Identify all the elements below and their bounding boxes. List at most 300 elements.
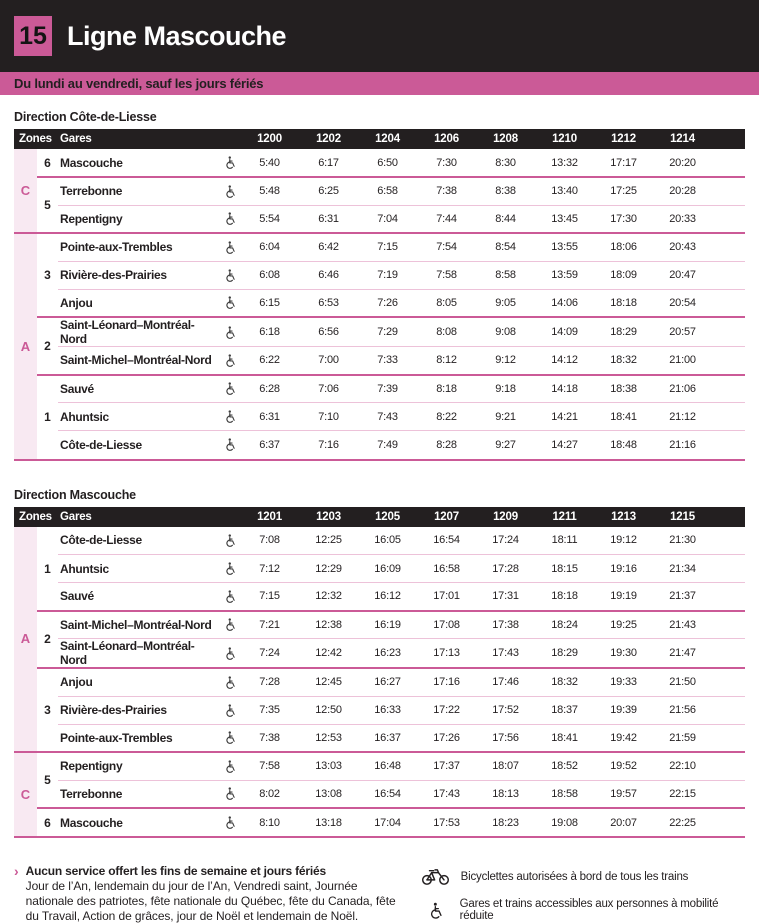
- departure-time: 6:17: [318, 156, 339, 169]
- zone-number: [37, 583, 58, 611]
- station-row: [14, 696, 745, 724]
- departure-time: 7:54: [417, 233, 476, 261]
- departure-time: 6:08: [240, 261, 299, 289]
- departure-time: 18:52: [535, 752, 594, 780]
- departure-time: 21:50: [653, 668, 712, 696]
- departure-time: 12:50: [299, 696, 358, 724]
- wheelchair-icon: [218, 668, 240, 696]
- station-row: [14, 149, 745, 177]
- zones-header: Zones: [14, 507, 58, 527]
- departure-time: 8:58: [476, 261, 535, 289]
- departure-time: 17:53: [417, 808, 476, 836]
- row-filler: [712, 668, 745, 696]
- departure-time: 6:15: [240, 289, 299, 317]
- row-filler: [712, 611, 745, 639]
- zone-number: 2: [37, 611, 58, 669]
- table-header-row: [14, 129, 745, 149]
- departure-time: 22:25: [653, 808, 712, 836]
- departure-time: 7:08: [259, 534, 280, 547]
- station-row: [14, 289, 745, 317]
- departure-time: 19:30: [594, 639, 653, 669]
- wheelchair-icon: [218, 808, 240, 836]
- train-number: 1215: [653, 507, 712, 527]
- wheelchair-icon: [218, 780, 240, 808]
- departure-time: 7:26: [358, 289, 417, 317]
- train-number: 1204: [358, 129, 417, 149]
- departure-time: 21:59: [653, 724, 712, 752]
- departure-time: 18:41: [535, 724, 594, 752]
- departure-time: 20:57: [653, 317, 712, 347]
- no-service-note: [14, 864, 403, 924]
- wheelchair-icon: [218, 639, 240, 669]
- departure-time: 18:29: [535, 639, 594, 669]
- station-name: Côte-de-Liesse: [60, 533, 142, 548]
- zone-number: 5: [37, 752, 58, 808]
- chevron-icon: ›: [14, 863, 19, 879]
- station-row: [14, 780, 745, 808]
- row-filler: [712, 752, 745, 780]
- departure-time: 6:58: [358, 177, 417, 205]
- departure-time: 9:05: [476, 289, 535, 317]
- departure-time: 20:20: [669, 156, 696, 169]
- row-filler: [712, 375, 745, 403]
- departure-time: 14:21: [535, 403, 594, 431]
- schedule-table: [14, 507, 745, 837]
- station-name: Sauvé: [58, 375, 218, 403]
- wheelchair-icon: [218, 724, 240, 752]
- train-number: 1214: [653, 129, 712, 149]
- train-number: 1202: [299, 129, 358, 149]
- departure-time: 7:58: [417, 261, 476, 289]
- departure-time: 7:10: [299, 403, 358, 431]
- departure-time: 18:09: [594, 261, 653, 289]
- departure-time: 16:48: [358, 752, 417, 780]
- departure-time: 14:06: [535, 289, 594, 317]
- departure-time: 17:31: [476, 583, 535, 611]
- departure-time: 16:54: [433, 534, 460, 547]
- station-row: [14, 668, 745, 696]
- departure-time: 14:18: [535, 375, 594, 403]
- departure-time: 18:48: [594, 431, 653, 459]
- departure-time: 14:27: [535, 431, 594, 459]
- schedule-table: [14, 129, 745, 459]
- departure-time: 20:33: [653, 205, 712, 233]
- train-number: 1213: [594, 507, 653, 527]
- departure-time: 21:16: [653, 431, 712, 459]
- departure-time: 7:28: [240, 668, 299, 696]
- departure-time: 17:16: [417, 668, 476, 696]
- station-row: [14, 583, 745, 611]
- departure-time: 12:42: [299, 639, 358, 669]
- departure-time: 13:03: [299, 752, 358, 780]
- departure-time: 19:39: [594, 696, 653, 724]
- row-filler: [712, 527, 745, 555]
- departure-time: 8:22: [417, 403, 476, 431]
- zone-number: 5: [37, 177, 58, 233]
- departure-time: 19:25: [594, 611, 653, 639]
- accessibility-note: Gares et trains accessibles aux personnes à mobilité réduite: [459, 898, 719, 922]
- departure-time: 16:19: [358, 611, 417, 639]
- train-number: 1210: [535, 129, 594, 149]
- train-number: 1208: [476, 129, 535, 149]
- zone-number: 6: [44, 155, 51, 170]
- bike-legend-row: [421, 867, 745, 886]
- departure-time: 7:06: [299, 375, 358, 403]
- zone-number: [37, 289, 58, 317]
- departure-time: 17:43: [417, 780, 476, 808]
- departure-time: 19:57: [594, 780, 653, 808]
- row-filler: [712, 233, 745, 261]
- station-row: [14, 431, 745, 459]
- departure-time: 7:29: [358, 317, 417, 347]
- zone-number: 2: [37, 317, 58, 375]
- station-name: Saint-Michel–Montréal-Nord: [58, 347, 218, 375]
- departure-time: 16:58: [417, 555, 476, 583]
- departure-time: 8:10: [240, 808, 299, 836]
- departure-time: 17:24: [492, 534, 519, 547]
- station-row: [14, 233, 745, 261]
- departure-time: 8:02: [240, 780, 299, 808]
- wheelchair-icon: [218, 289, 240, 317]
- departure-time: 16:12: [358, 583, 417, 611]
- departure-time: 7:33: [358, 347, 417, 375]
- departure-time: 6:22: [240, 347, 299, 375]
- departure-time: 17:43: [476, 639, 535, 669]
- timetable-outbound: [14, 129, 745, 461]
- departure-time: 6:28: [240, 375, 299, 403]
- row-filler: [712, 205, 745, 233]
- departure-time: 6:04: [240, 233, 299, 261]
- departure-time: 21:12: [653, 403, 712, 431]
- departure-time: 16:23: [358, 639, 417, 669]
- station-row: [14, 639, 745, 669]
- departure-time: 9:27: [476, 431, 535, 459]
- station-row: [14, 752, 745, 780]
- departure-time: 21:43: [653, 611, 712, 639]
- timetable-inbound: [14, 507, 745, 839]
- station-name: Repentigny: [58, 205, 218, 233]
- departure-time: 6:25: [299, 177, 358, 205]
- row-filler: [712, 149, 745, 177]
- row-filler: [712, 555, 745, 583]
- departure-time: 12:29: [299, 555, 358, 583]
- departure-time: 12:45: [299, 668, 358, 696]
- train-number: 1205: [358, 507, 417, 527]
- row-filler: [712, 289, 745, 317]
- departure-time: 7:00: [299, 347, 358, 375]
- departure-time: 9:18: [476, 375, 535, 403]
- departure-time: 18:32: [535, 668, 594, 696]
- departure-time: 7:44: [417, 205, 476, 233]
- departure-time: 7:15: [358, 233, 417, 261]
- station-row: [14, 611, 745, 639]
- zone-number: [37, 668, 58, 696]
- departure-time: 17:46: [476, 668, 535, 696]
- departure-time: 18:41: [594, 403, 653, 431]
- table-header-row: [14, 507, 745, 527]
- departure-time: 13:45: [535, 205, 594, 233]
- station-row: [14, 724, 745, 752]
- no-service-text: Jour de l’An, lendemain du jour de l’An, Vendredi saint, Journée nationale des patriotes, fête nationale du Québec, fête du Canada, fête du Travail, Action de grâces, jour de Noël et lendemain de Noël.: [25, 879, 396, 923]
- wheelchair-icon: [218, 752, 240, 780]
- departure-time: 20:07: [594, 808, 653, 836]
- departure-time: 7:12: [240, 555, 299, 583]
- station-name: Terrebonne: [58, 177, 218, 205]
- departure-time: 19:33: [594, 668, 653, 696]
- departure-time: 8:08: [417, 317, 476, 347]
- train-number: 1209: [476, 507, 535, 527]
- wheelchair-icon: [218, 583, 240, 611]
- departure-time: 18:07: [476, 752, 535, 780]
- page-title: Ligne Mascouche: [67, 20, 287, 51]
- departure-time: 18:37: [535, 696, 594, 724]
- station-name: Saint-Michel–Montréal-Nord: [58, 611, 218, 639]
- station-name: Mascouche: [58, 808, 218, 836]
- departure-time: 6:50: [377, 156, 398, 169]
- legend: [421, 864, 745, 924]
- zone-number: 3: [44, 268, 51, 282]
- departure-time: 21:30: [669, 534, 696, 547]
- timetables: [0, 110, 759, 838]
- departure-time: 16:09: [358, 555, 417, 583]
- departure-time: 18:24: [535, 611, 594, 639]
- departure-time: 21:34: [653, 555, 712, 583]
- departure-time: 7:49: [358, 431, 417, 459]
- zone-letter: C: [14, 752, 37, 836]
- line-number-badge: [14, 16, 52, 56]
- departure-time: 8:30: [495, 156, 516, 169]
- gares-header: Gares: [58, 507, 240, 527]
- departure-time: 13:32: [551, 156, 578, 169]
- zone-number: [37, 724, 58, 752]
- departure-time: 7:30: [436, 156, 457, 169]
- zone-number: [37, 431, 58, 459]
- row-filler: [712, 808, 745, 836]
- departure-time: 16:54: [358, 780, 417, 808]
- station-row: [14, 403, 745, 431]
- departure-time: 18:32: [594, 347, 653, 375]
- departure-time: 19:16: [594, 555, 653, 583]
- row-filler: [712, 583, 745, 611]
- bike-note: Bicyclettes autorisées à bord de tous les trains: [460, 870, 689, 883]
- train-number: 1200: [240, 129, 299, 149]
- wheelchair-icon: [218, 527, 240, 555]
- departure-time: 17:26: [417, 724, 476, 752]
- wheelchair-icon: [218, 347, 240, 375]
- departure-time: 9:12: [476, 347, 535, 375]
- train-number: 1201: [240, 507, 299, 527]
- departure-time: 7:24: [240, 639, 299, 669]
- station-row: [14, 527, 745, 555]
- departure-time: 19:19: [594, 583, 653, 611]
- departure-time: 8:18: [417, 375, 476, 403]
- departure-time: 6:18: [240, 317, 299, 347]
- station-name: Ahuntsic: [58, 403, 218, 431]
- station-row: [14, 347, 745, 375]
- zone-letter: A: [14, 233, 37, 459]
- departure-time: 18:06: [594, 233, 653, 261]
- service-days-banner: Du lundi au vendredi, sauf les jours fériés: [0, 72, 759, 95]
- departure-time: 12:32: [299, 583, 358, 611]
- zone-number: 6: [37, 808, 58, 836]
- station-row: [14, 555, 745, 583]
- row-filler: [712, 639, 745, 669]
- departure-time: 8:05: [417, 289, 476, 317]
- no-service-title: Aucun service offert les fins de semaine et jours fériés: [25, 864, 326, 878]
- station-name: Côte-de-Liesse: [58, 431, 218, 459]
- wheelchair-icon: [218, 403, 240, 431]
- departure-time: 17:28: [476, 555, 535, 583]
- row-filler: [712, 403, 745, 431]
- departure-time: 17:52: [476, 696, 535, 724]
- page-footer: [0, 864, 759, 924]
- departure-time: 18:11: [551, 534, 578, 547]
- wheelchair-icon: [218, 317, 240, 347]
- departure-time: 18:29: [594, 317, 653, 347]
- zone-letter: A: [14, 527, 37, 753]
- line-number: 15: [19, 21, 47, 50]
- departure-time: 9:08: [476, 317, 535, 347]
- departure-time: 13:08: [299, 780, 358, 808]
- train-number: 1211: [535, 507, 594, 527]
- departure-time: 9:21: [476, 403, 535, 431]
- station-name: Repentigny: [58, 752, 218, 780]
- train-number: 1203: [299, 507, 358, 527]
- train-number: 1207: [417, 507, 476, 527]
- zone-number: [37, 375, 58, 403]
- wheelchair-icon: [421, 902, 450, 919]
- bike-icon: [421, 867, 451, 886]
- zone-letter: C: [14, 149, 37, 233]
- departure-time: 18:58: [535, 780, 594, 808]
- departure-time: 19:08: [535, 808, 594, 836]
- departure-time: 7:16: [299, 431, 358, 459]
- departure-time: 8:38: [476, 177, 535, 205]
- header-filler: [712, 507, 745, 527]
- departure-time: 7:58: [240, 752, 299, 780]
- departure-time: 21:56: [653, 696, 712, 724]
- wheelchair-icon: [218, 431, 240, 459]
- row-filler: [712, 261, 745, 289]
- departure-time: 6:31: [299, 205, 358, 233]
- station-row: [14, 808, 745, 836]
- departure-time: 7:19: [358, 261, 417, 289]
- departure-time: 6:31: [240, 403, 299, 431]
- departure-time: 6:42: [299, 233, 358, 261]
- departure-time: 16:33: [358, 696, 417, 724]
- departure-time: 12:25: [315, 534, 342, 547]
- departure-time: 18:18: [594, 289, 653, 317]
- departure-time: 8:44: [476, 205, 535, 233]
- row-filler: [712, 177, 745, 205]
- train-number: 1212: [594, 129, 653, 149]
- station-row: [14, 317, 745, 347]
- station-name: Saint-Léonard–Montréal-Nord: [58, 317, 218, 347]
- station-name: Anjou: [58, 668, 218, 696]
- zone-number: [37, 233, 58, 261]
- departure-time: 7:35: [240, 696, 299, 724]
- departure-time: 7:04: [358, 205, 417, 233]
- zone-number: 1: [44, 409, 51, 424]
- station-row: [14, 261, 745, 289]
- departure-time: 13:18: [299, 808, 358, 836]
- row-filler: [712, 696, 745, 724]
- departure-time: 5:40: [259, 156, 280, 169]
- row-filler: [712, 431, 745, 459]
- departure-time: 21:06: [653, 375, 712, 403]
- wheelchair-icon: [218, 205, 240, 233]
- departure-time: 17:22: [417, 696, 476, 724]
- row-filler: [712, 347, 745, 375]
- departure-time: 17:08: [417, 611, 476, 639]
- departure-time: 13:40: [535, 177, 594, 205]
- departure-time: 6:56: [299, 317, 358, 347]
- station-name: Pointe-aux-Trembles: [58, 233, 218, 261]
- departure-time: 12:38: [299, 611, 358, 639]
- row-filler: [712, 780, 745, 808]
- direction-title: Direction Côte-de-Liesse: [14, 110, 157, 124]
- departure-time: 8:54: [476, 233, 535, 261]
- station-name: Rivière-des-Prairies: [58, 261, 218, 289]
- wheelchair-icon: [218, 261, 240, 289]
- departure-time: 18:38: [594, 375, 653, 403]
- station-name: Saint-Léonard–Montréal-Nord: [58, 639, 218, 669]
- departure-time: 7:39: [358, 375, 417, 403]
- departure-time: 21:37: [653, 583, 712, 611]
- departure-time: 17:30: [594, 205, 653, 233]
- departure-time: 7:21: [240, 611, 299, 639]
- station-row: [14, 177, 745, 205]
- departure-time: 18:15: [535, 555, 594, 583]
- departure-time: 12:53: [299, 724, 358, 752]
- station-name: Terrebonne: [58, 780, 218, 808]
- wheelchair-icon: [218, 177, 240, 205]
- zone-number: 3: [44, 703, 51, 717]
- departure-time: 17:17: [610, 156, 637, 169]
- departure-time: 18:13: [476, 780, 535, 808]
- wheelchair-icon: [218, 149, 240, 177]
- departure-time: 21:47: [653, 639, 712, 669]
- departure-time: 7:38: [417, 177, 476, 205]
- departure-time: 17:38: [476, 611, 535, 639]
- departure-time: 8:12: [417, 347, 476, 375]
- zones-header: Zones: [14, 129, 58, 149]
- departure-time: 18:23: [476, 808, 535, 836]
- departure-time: 13:59: [535, 261, 594, 289]
- wheelchair-icon: [218, 611, 240, 639]
- departure-time: 18:18: [535, 583, 594, 611]
- departure-time: 19:42: [594, 724, 653, 752]
- departure-time: 5:54: [240, 205, 299, 233]
- departure-time: 6:37: [240, 431, 299, 459]
- departure-time: 7:38: [240, 724, 299, 752]
- departure-time: 7:43: [358, 403, 417, 431]
- row-filler: [712, 317, 745, 347]
- zone-number: 1: [44, 561, 51, 576]
- departure-time: 17:56: [476, 724, 535, 752]
- page-header: [0, 0, 759, 72]
- header-filler: [712, 129, 745, 149]
- departure-time: 20:54: [653, 289, 712, 317]
- departure-time: 17:13: [417, 639, 476, 669]
- departure-time: 16:27: [358, 668, 417, 696]
- departure-time: 19:12: [610, 534, 637, 547]
- station-name: Anjou: [58, 289, 218, 317]
- station-name: Sauvé: [58, 583, 218, 611]
- station-name: Rivière-des-Prairies: [58, 696, 218, 724]
- direction-mascouche-section: [14, 488, 745, 839]
- direction-title: Direction Mascouche: [14, 487, 136, 502]
